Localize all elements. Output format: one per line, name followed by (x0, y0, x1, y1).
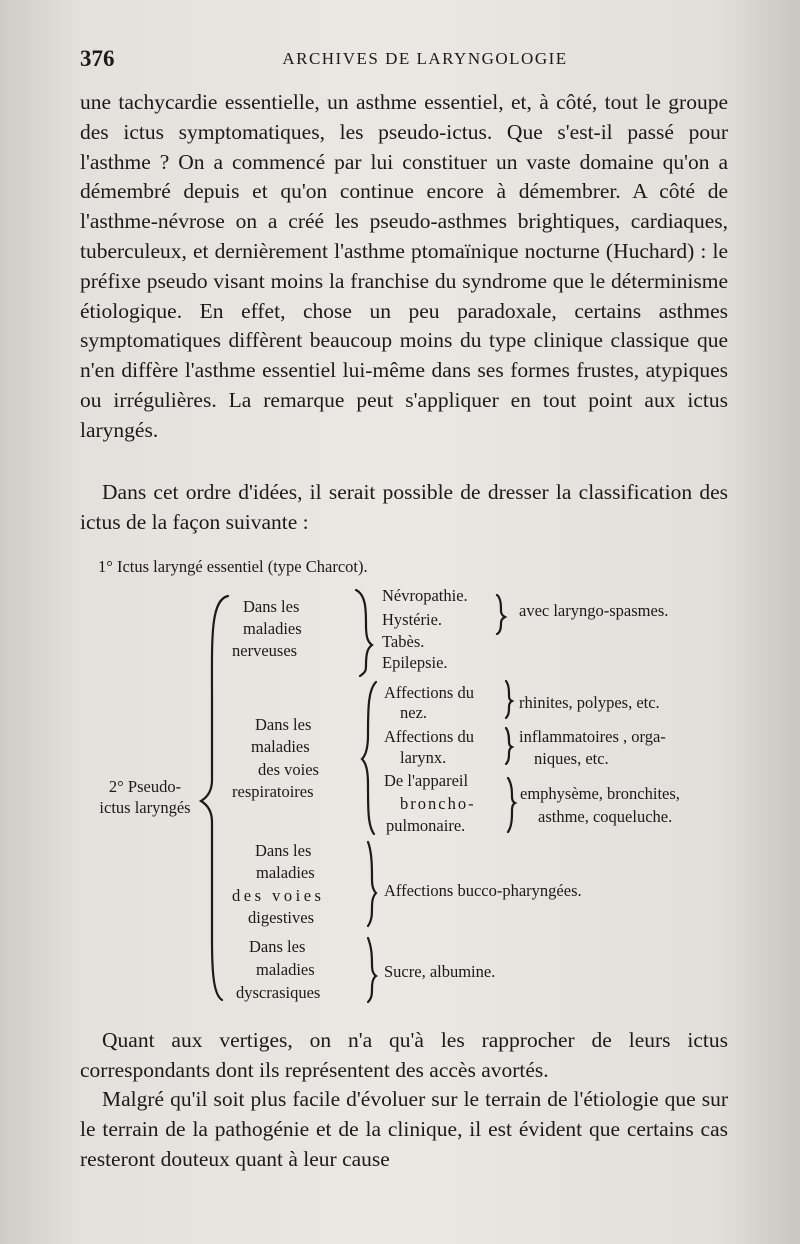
paragraph-classification-intro: Dans cet ordre d'idées, il serait possible de dresser la classification des ictus de la façon suivante : (80, 480, 728, 534)
lung-note-1: emphysème, bronchites, (520, 784, 680, 803)
lung-cause-3: pulmonaire. (386, 816, 466, 835)
class-item-2-line2: ictus laryngés (99, 798, 191, 817)
class-item-2-line1: 2° Pseudo- (108, 777, 182, 796)
larynx-cause-2: larynx. (400, 748, 447, 767)
digestive-label-1: Dans les (255, 841, 312, 860)
running-head: ARCHIVES DE LARYNGOLOGIE (282, 49, 568, 68)
page-number: 376 (80, 46, 115, 71)
respiratory-label-1: Dans les (255, 715, 312, 734)
nervous-cause-4: Epilepsie. (382, 653, 448, 672)
nervous-label-3: nerveuses (232, 641, 298, 660)
dyscrasic-label-1: Dans les (249, 937, 306, 956)
dyscrasic-label-3: dyscrasiques (236, 983, 321, 1002)
nose-cause-1: Affections du (384, 683, 474, 702)
larynx-note-2: niques, etc. (534, 749, 609, 768)
lung-cause-2: broncho- (400, 794, 476, 813)
nervous-cause-2: Hystérie. (382, 610, 443, 629)
respiratory-label-2: maladies (251, 737, 310, 756)
nervous-note: avec laryngo-spasmes. (519, 601, 669, 620)
nervous-cause-3: Tabès. (382, 632, 425, 651)
paragraph-asthma: une tachycardie essentielle, un asthme essentiel, et, à côté, tout le groupe des ictus symptomatiques, les pseudo-ictus. Que s'est-il passé pour l'asthme ? On a commencé par lui constituer un vaste domaine qu'on a démembré depuis et qu'on continue encore à démembrer. A côté de l'asthme-névrose on a créé les pseudo-asthmes brightiques, cardiaques, tuberculeux, et dernièrement l'asthme ptomaïnique nocturne (Huchard) : le préfixe pseudo visant moins la franchise du syndrome que le déterminisme étiologique. En effet, chose un peu paradoxale, certains asthmes symptomatiques diffèrent beaucoup moins du type clinique classique que n'en diffère l'asthme essentiel lui-même dans ses formes frustes, atypiques ou irrégulières. La remarque peut s'appliquer en tout point aux ictus laryngés. (80, 90, 728, 442)
digestive-label-3: des voies (232, 886, 325, 905)
larynx-note-1: inflammatoires , orga- (519, 727, 666, 746)
digestive-label-2: maladies (256, 863, 315, 882)
larynx-cause-1: Affections du (384, 727, 474, 746)
nervous-label-1: Dans les (243, 597, 300, 616)
paragraph-etiology: Malgré qu'il soit plus facile d'évoluer sur le terrain de l'étiologie que sur le terrain de la pathogénie et de la clinique, il est évident que certains cas resteront douteux quant à leur cause (80, 1087, 728, 1171)
nose-note: rhinites, polypes, etc. (519, 693, 660, 712)
nervous-cause-1: Névropathie. (382, 586, 468, 605)
paragraph-vertigo: Quant aux vertiges, on n'a qu'à les rapprocher de leurs ictus correspondants dont ils représentent des accès avortés. (80, 1028, 728, 1082)
digestive-cause: Affections bucco-pharyngées. (384, 881, 582, 900)
respiratory-label-3: des voies (258, 760, 319, 779)
respiratory-label-4: respiratoires (232, 782, 314, 801)
nose-cause-2: nez. (400, 703, 428, 722)
dyscrasic-label-2: maladies (256, 960, 315, 979)
class-item-1: 1° Ictus laryngé essentiel (type Charcot). (98, 557, 368, 576)
lung-note-2: asthme, coqueluche. (538, 807, 673, 826)
lung-cause-1: De l'appareil (384, 771, 469, 790)
digestive-label-4: digestives (248, 908, 314, 927)
dyscrasic-cause: Sucre, albumine. (384, 962, 496, 981)
nervous-label-2: maladies (243, 619, 302, 638)
